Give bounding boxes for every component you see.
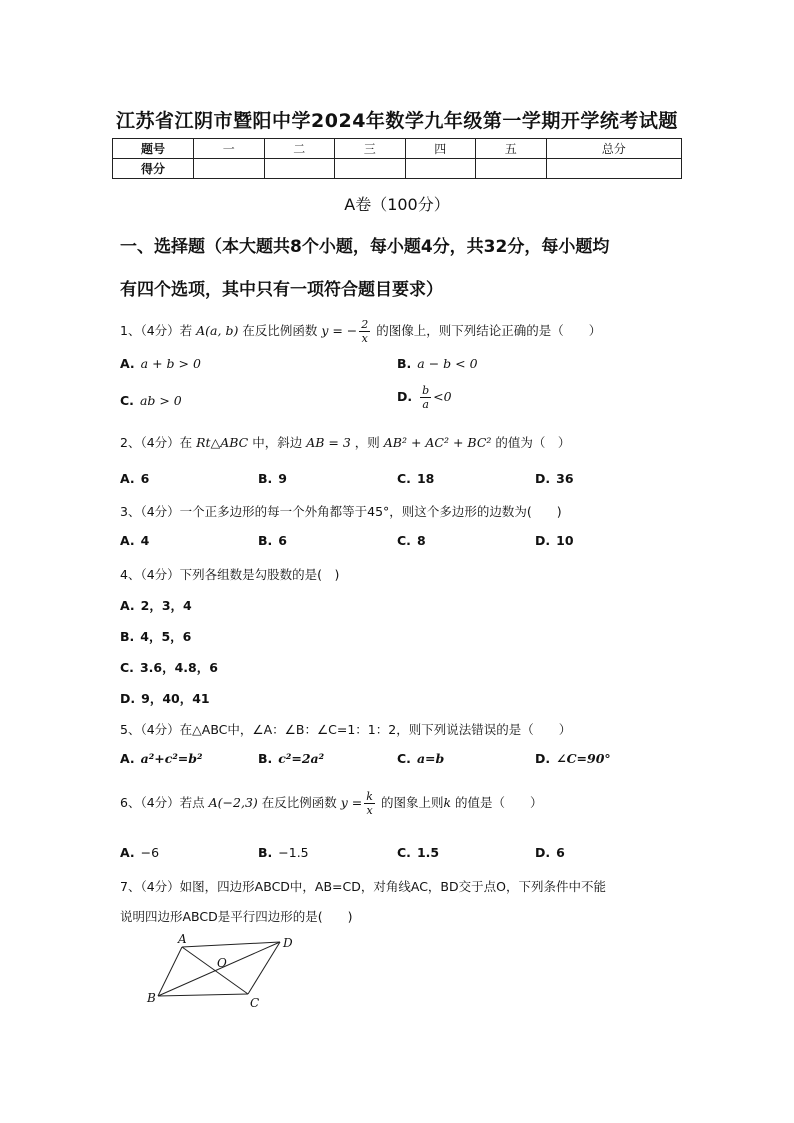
q6-option-d[interactable]	[535, 845, 571, 860]
option-text: 4	[140, 533, 150, 548]
section-heading-line1: 一、选择题（本大题共8个小题，每小题4分，共32分，每小题均	[120, 237, 610, 257]
option-text: −1.5	[278, 845, 309, 860]
score-table-header-row	[113, 139, 682, 159]
option-label: A.	[120, 533, 135, 548]
q2-triangle: Rt△ABC	[196, 435, 249, 450]
option-label: D.	[397, 389, 413, 404]
question-4: 4、（4分）下列各组数是勾股数的是( )	[120, 567, 340, 582]
q2-mid: 中，斜边	[252, 435, 303, 450]
q4-option-b[interactable]	[120, 627, 197, 645]
option-text: <0	[433, 389, 452, 404]
q1-suffix: 的图像上，则下列结论正确的是（ ）	[376, 323, 602, 338]
option-text: c²=2a²	[278, 751, 325, 766]
option-label: C.	[397, 751, 411, 766]
option-text: 6	[140, 471, 150, 486]
q6-prefix: 6、（4分）若点	[120, 795, 205, 810]
edge-cd	[248, 942, 280, 994]
q5-option-a[interactable]	[120, 751, 208, 766]
question-3: 3、（4分）一个正多边形的每一个外角都等于45°，则这个多边形的边数为( )	[120, 504, 562, 519]
option-text: ab > 0	[139, 393, 182, 408]
q6-fraction	[364, 790, 375, 817]
q6-point: A(−2,3)	[208, 795, 258, 810]
q5-option-d[interactable]	[535, 751, 617, 766]
option-text: 9，40，41	[141, 691, 210, 706]
volume-heading: A卷（100分）	[344, 195, 450, 214]
q6-mid: 在反比例函数	[261, 795, 337, 810]
q4-option-a[interactable]	[120, 596, 198, 614]
q1-fraction-num: 2	[361, 318, 369, 331]
score-cell	[194, 159, 265, 179]
question-7-line2: 说明四边形ABCD是平行四边形的是( )	[120, 909, 353, 924]
option-label: C.	[397, 533, 411, 548]
score-table-score-row	[113, 159, 682, 179]
q1-mid: 在反比例函数	[242, 323, 318, 338]
option-text: 9	[278, 471, 287, 486]
question-1	[120, 318, 601, 345]
q1-option-a[interactable]	[120, 356, 201, 371]
parallelogram-figure	[140, 930, 320, 1012]
score-table-header-cell: 四	[405, 139, 476, 159]
label-d: D	[283, 936, 293, 950]
option-text: 6	[556, 845, 565, 860]
q6-option-a[interactable]	[120, 845, 159, 860]
score-table-header-cell: 题号	[113, 139, 194, 159]
q2-prefix: 2、（4分）在	[120, 435, 193, 450]
score-cell	[264, 159, 335, 179]
option-text: 18	[416, 471, 435, 486]
option-label: D.	[535, 471, 551, 486]
option-label: A.	[120, 751, 135, 766]
score-table	[112, 138, 682, 179]
question-2	[120, 433, 570, 451]
score-cell	[476, 159, 547, 179]
option-label: A.	[120, 598, 135, 613]
option-label: D.	[535, 845, 551, 860]
score-table-row-label: 得分	[113, 159, 194, 179]
q6-fraction-num: k	[366, 790, 373, 803]
q1-func-lhs: y = −	[321, 323, 358, 338]
q6-option-b[interactable]	[258, 845, 309, 860]
option-label: C.	[397, 471, 411, 486]
option-label: B.	[397, 356, 412, 371]
q1-fraction-den: x	[361, 332, 368, 345]
option-text: 8	[416, 533, 426, 548]
option-text: 6	[278, 533, 287, 548]
page-title: 江苏省江阴市暨阳中学2024年数学九年级第一学期开学统考试题	[116, 110, 678, 132]
score-cell	[335, 159, 406, 179]
score-table-header-cell: 五	[476, 139, 547, 159]
option-label: C.	[397, 845, 411, 860]
edge-ad	[182, 942, 280, 947]
q2-expression: AB² + AC² + BC²	[383, 435, 492, 450]
question-5: 5、（4分）在△ABC中，∠A：∠B：∠C=1：1：2，则下列说法错误的是（ ）	[120, 722, 572, 737]
option-label: A.	[120, 356, 135, 371]
option-text: a²+c²=b²	[140, 751, 203, 766]
option-label: B.	[258, 845, 273, 860]
label-o: O	[217, 956, 227, 970]
q1-fraction	[359, 318, 370, 345]
q3-option-d[interactable]	[535, 533, 580, 548]
score-table-header-cell: 一	[194, 139, 265, 159]
q6-option-c[interactable]	[397, 845, 445, 860]
q4-option-d[interactable]	[120, 689, 216, 707]
score-table-header-cell: 二	[264, 139, 335, 159]
label-b: B	[147, 991, 156, 1005]
option-text: 4，5，6	[140, 629, 192, 644]
edge-bc	[158, 994, 248, 996]
option-text: 3.6，4.8，6	[139, 660, 218, 675]
option-label: C.	[120, 393, 134, 408]
q1-point: A(a, b)	[196, 323, 239, 338]
q3-option-a[interactable]	[120, 533, 155, 548]
q2-hypotenuse: AB = 3	[306, 435, 351, 450]
score-table-header-cell: 总分	[546, 139, 682, 159]
q5-option-c[interactable]	[397, 751, 450, 766]
option-label: B.	[120, 629, 135, 644]
option-label: D.	[120, 691, 136, 706]
q4-option-c[interactable]	[120, 658, 224, 676]
q2-suffix: 的值为（ ）	[495, 435, 571, 450]
option-label: B.	[258, 471, 273, 486]
option-label: C.	[120, 660, 134, 675]
q1-prefix: 1、（4分）若	[120, 323, 193, 338]
q2-option-d[interactable]	[535, 471, 580, 486]
label-a: A	[178, 932, 187, 946]
option-label: D.	[535, 751, 551, 766]
option-text: a=b	[416, 751, 445, 766]
option-text: −6	[140, 845, 160, 860]
option-label: D.	[535, 533, 551, 548]
q5-option-b[interactable]	[258, 751, 330, 766]
q2-option-b[interactable]	[258, 471, 293, 486]
option-text: 36	[556, 471, 574, 486]
q3-option-c[interactable]	[397, 533, 432, 548]
option-fraction-den: a	[422, 398, 429, 411]
q2-option-c[interactable]	[397, 471, 440, 486]
q6-suffix: 的值是（ ）	[455, 795, 543, 810]
q6-var: k	[443, 795, 452, 810]
option-text: 10	[556, 533, 574, 548]
q6-mid2: 的图象上则	[380, 795, 444, 810]
label-c: C	[250, 996, 260, 1010]
q1-option-d[interactable]	[397, 384, 452, 411]
q3-option-b[interactable]	[258, 533, 293, 548]
option-label: B.	[258, 533, 273, 548]
q6-func-lhs: y =	[340, 795, 363, 810]
question-7-line1: 7、（4分）如图，四边形ABCD中，AB=CD，对角线AC，BD交于点O，下列条件中不能	[120, 879, 606, 894]
edge-ab	[158, 947, 182, 996]
option-fraction-num: b	[422, 384, 430, 397]
option-label: B.	[258, 751, 273, 766]
q2-mid2: ，则	[354, 435, 380, 450]
option-text: ∠C=90°	[556, 751, 611, 766]
option-label: A.	[120, 845, 135, 860]
score-table-header-cell: 三	[335, 139, 406, 159]
option-text: 1.5	[416, 845, 440, 860]
section-heading-line2: 有四个选项，其中只有一项符合题目要求）	[120, 280, 443, 300]
option-fraction	[420, 384, 431, 411]
q6-fraction-den: x	[366, 804, 373, 817]
option-label: A.	[120, 471, 135, 486]
q1-option-b[interactable]	[397, 356, 478, 371]
question-6	[120, 790, 543, 817]
q1-option-c[interactable]	[120, 393, 182, 408]
option-text: a + b > 0	[140, 356, 201, 371]
score-cell	[546, 159, 682, 179]
q2-option-a[interactable]	[120, 471, 155, 486]
score-cell	[405, 159, 476, 179]
option-text: 2，3，4	[140, 598, 192, 613]
option-text: a − b < 0	[417, 356, 478, 371]
